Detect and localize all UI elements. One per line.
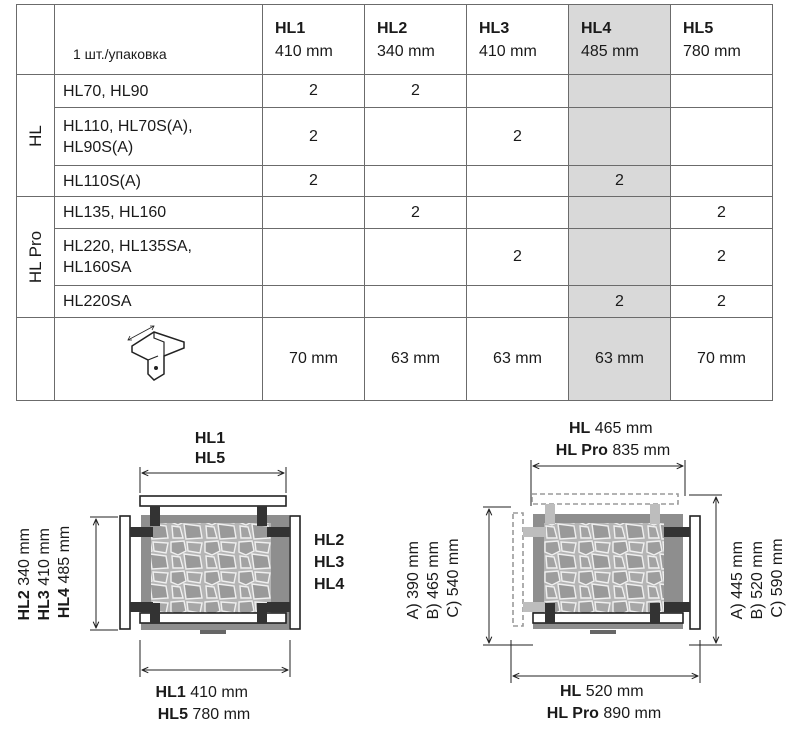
qty-cell <box>263 286 365 318</box>
svg-text:HL2 340 mm HL3 410 mm: HL2 340 mm HL3 410 mm HL4 485 mm <box>16 525 73 621</box>
qty-cell <box>569 197 671 229</box>
column-size: 780 mm <box>683 42 741 60</box>
right-heater-diagram <box>405 420 786 722</box>
bracket-blank-cell <box>17 318 55 401</box>
compatibility-table <box>16 4 773 401</box>
column-size: 340 mm <box>377 42 435 60</box>
group-cell-hl-pro <box>17 197 55 318</box>
pack-label: 1 шт./упаковка <box>55 5 263 75</box>
qty-cell: 2 <box>569 166 671 197</box>
bracket-dimension-cell: 70 mm <box>671 318 773 401</box>
qty-cell <box>365 229 467 286</box>
header-blank-cell <box>17 5 55 75</box>
qty-cell: 2 <box>365 75 467 108</box>
left-stones <box>151 523 271 621</box>
qty-cell <box>569 229 671 286</box>
svg-text:A) 445 mm B) 520 mm: A) 445 mm B) 520 mm C) 590 mm <box>729 538 786 620</box>
group-label: HL Pro <box>25 230 45 284</box>
column-header-hl4 <box>569 5 671 75</box>
bracket-dimension-cell: 63 mm <box>365 318 467 401</box>
right-dashed-bracket <box>532 494 678 504</box>
model-line: HL220, HL135SA, <box>63 238 192 255</box>
qty-cell <box>365 108 467 166</box>
table-row <box>17 108 773 166</box>
qty-cell <box>467 286 569 318</box>
qty-cell: 2 <box>263 108 365 166</box>
column-size: 410 mm <box>275 42 333 60</box>
bracket-icon <box>124 324 194 390</box>
qty-cell: 2 <box>467 229 569 286</box>
column-size: 485 mm <box>581 42 639 60</box>
model-cell: HL135, HL160 <box>55 197 263 229</box>
qty-cell: 2 <box>671 197 773 229</box>
qty-cell <box>569 75 671 108</box>
column-size: 410 mm <box>479 42 537 60</box>
column-name: HL2 <box>377 19 408 37</box>
qty-cell: 2 <box>671 229 773 286</box>
model-cell: HL110S(A) <box>55 166 263 197</box>
model-cell: HL70, HL90 <box>55 75 263 108</box>
bracket-dimension-cell: 63 mm <box>467 318 569 401</box>
qty-cell <box>263 229 365 286</box>
left-side-bracket <box>120 516 130 629</box>
right-side-bracket <box>690 516 700 629</box>
table-row <box>17 229 773 286</box>
bracket-dimension-cell: 70 mm <box>263 318 365 401</box>
qty-cell: 2 <box>467 108 569 166</box>
qty-cell: 2 <box>365 197 467 229</box>
column-header-hl2 <box>365 5 467 75</box>
qty-cell <box>671 108 773 166</box>
svg-text:HL1 410 mm HL5 780 mm: HL1 410 mm HL5 780 mm <box>155 684 251 723</box>
model-line: HL110, HL70S(A), <box>63 117 193 135</box>
bracket-icon-cell <box>55 318 263 401</box>
qty-cell <box>671 166 773 197</box>
svg-text:HL 465 mm HL Pro 835 mm: HL 465 mm HL Pro 835 mm <box>555 420 671 459</box>
left-top-bracket <box>140 496 286 506</box>
svg-text:HL 520 mm HL Pro 890 mm: HL 520 mm HL Pro 890 mm <box>546 683 662 722</box>
left-right-labels: HL2 HL3 HL4 <box>314 532 345 593</box>
table-row <box>17 75 773 108</box>
svg-text:A) 390 mm B) 465 mm: A) 390 mm B) 465 mm C) 540 mm <box>405 538 462 620</box>
column-name: HL5 <box>683 19 714 37</box>
left-heater-diagram <box>16 430 349 723</box>
column-header-hl3 <box>467 5 569 75</box>
table-row <box>17 166 773 197</box>
qty-cell <box>365 166 467 197</box>
table-row <box>17 286 773 318</box>
model-cell <box>55 229 263 286</box>
qty-cell: 2 <box>263 75 365 108</box>
left-top-label-1: HL1 <box>194 430 226 447</box>
table-row <box>17 197 773 229</box>
right-stones <box>544 523 664 621</box>
qty-cell: 2 <box>671 286 773 318</box>
model-line: HL160SA <box>63 259 132 276</box>
qty-cell <box>467 166 569 197</box>
qty-cell <box>569 108 671 166</box>
installation-diagrams <box>0 400 800 733</box>
qty-cell <box>671 75 773 108</box>
column-header-hl5 <box>671 5 773 75</box>
bracket-dimension-cell: 63 mm <box>569 318 671 401</box>
qty-cell <box>467 75 569 108</box>
column-name: HL1 <box>275 19 306 37</box>
group-cell-hl <box>17 75 55 197</box>
qty-cell: 2 <box>263 166 365 197</box>
model-cell: HL220SA <box>55 286 263 318</box>
header-row <box>17 5 773 75</box>
model-cell <box>55 108 263 166</box>
qty-cell <box>263 197 365 229</box>
column-name: HL4 <box>581 19 612 37</box>
column-header-hl1 <box>263 5 365 75</box>
bracket-row <box>17 318 773 401</box>
qty-cell <box>467 197 569 229</box>
left-top-label-2: HL5 <box>194 450 226 467</box>
qty-cell: 2 <box>569 286 671 318</box>
column-name: HL3 <box>479 19 510 37</box>
qty-cell <box>365 286 467 318</box>
model-line: HL90S(A) <box>63 138 134 156</box>
group-label: HL <box>25 124 45 147</box>
